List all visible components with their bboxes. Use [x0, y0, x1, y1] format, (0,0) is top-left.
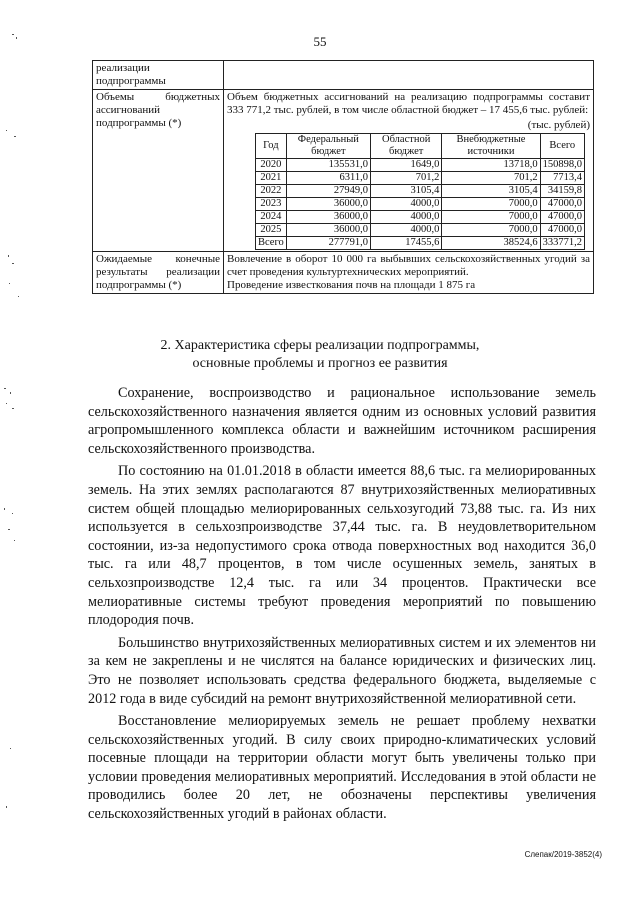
paragraph: Большинство внутрихозяйственных мелиоративных систем и их элементов ни за кем не закреплены и не числятся на балансе юридических и физических лиц. Это не позволяет использовать средства федерального бюджета, выделяемые с 2012 года в виде субсидий на ремонт внутрихозяйственной мелиоративной сети. — [88, 634, 596, 707]
section-title-line: основные проблемы и прогноз ее развития — [192, 356, 448, 371]
passport-row-label: Объемы бюджетных ассигнований подпрограммы (*) — [93, 90, 224, 252]
table-row — [256, 185, 585, 198]
cell-federal: 36000,0 — [286, 198, 370, 211]
unit-note: (тыс. рублей) — [527, 119, 590, 131]
cell-regional: 4000,0 — [370, 224, 441, 237]
table-row-total — [256, 237, 585, 250]
cell-total: 47000,0 — [540, 224, 584, 237]
budget-summary-text: Объем бюджетных ассигнований на реализацию подпрограммы составит 333 771,2 тыс. рублей, в том числе областной бюджет – 17 455,6 тыс. рублей: — [227, 91, 590, 116]
results-text-1: Вовлечение в оборот 10 000 га выбывших сельскохозяйственных угодий за счет проведения культуртехнических мероприятий. — [227, 253, 590, 278]
cell-federal: 6311,0 — [286, 172, 370, 185]
cell-year: 2021 — [256, 172, 287, 185]
cell-federal: 135531,0 — [286, 159, 370, 172]
paragraph: По состоянию на 01.01.2018 в области имеется 88,6 тыс. га мелиорированных земель. На этих землях располагаются 87 внутрихозяйственных мелиоративных систем общей площадью мелиорированных сельхозугодий 73,88 тыс. га. Из них используется в сельхозпроизводстве 37,44 тыс. га. В неудовлетворительном состоянии, из-за недопустимого срока отвода поверхностных вод находится 36,0 тыс. га или 48,7 процентов, в том числе осушенных земель, занятых в сельхозпроизводстве 12,4 тыс. га или 34 процентов. Практически все мелиоративные системы требуют проведения мероприятий по повышению плодородия почв. — [88, 463, 596, 629]
cell-regional: 701,2 — [370, 172, 441, 185]
document-code: Слепак/2019-3852(4) — [524, 850, 602, 859]
passport-row-budget — [93, 90, 594, 252]
cell-regional: 4000,0 — [370, 211, 441, 224]
cell-extrabudgetary: 3105,4 — [442, 185, 540, 198]
cell-year: 2023 — [256, 198, 287, 211]
paragraph: Сохранение, воспроизводство и рациональное использование земель сельскохозяйственного назначения является одним из основных условий развития агропромышленного комплекса области и важнейшим источником расширения сельскохозяйственного производства. — [88, 385, 596, 457]
cell-total: 47000,0 — [540, 198, 584, 211]
cell-federal: 277791,0 — [286, 237, 370, 250]
cell-regional: 4000,0 — [370, 198, 441, 211]
page-number: 55 — [313, 34, 327, 49]
table-row — [256, 172, 585, 185]
section-title — [0, 337, 640, 373]
scan-margin-specks — [0, 0, 30, 905]
budget-table-header — [256, 134, 585, 159]
cell-regional: 1649,0 — [370, 159, 441, 172]
results-text-2: Проведение известкования почв на площади 1 875 га — [227, 279, 476, 291]
cell-regional: 3105,4 — [370, 185, 441, 198]
budget-table — [255, 133, 585, 250]
cell-year: Всего — [256, 237, 287, 250]
cell-extrabudgetary: 7000,0 — [442, 198, 540, 211]
cell-total: 150898,0 — [540, 159, 584, 172]
passport-row-value — [224, 252, 594, 294]
cell-regional: 17455,6 — [370, 237, 441, 250]
passport-row-results — [93, 252, 594, 294]
paragraph: Восстановление мелиорируемых земель не решает проблему нехватки сельскохозяйственных угодий. В силу своих природно-климатических условий посевные площади на территории области могут быть увеличены только при условии проведения мелиоративных мероприятий. Исследования в этой области не проводились более 20 лет, не обозначены перспективы увеличения сельскохозяйственных угодий в районах области. — [88, 713, 596, 823]
table-row — [256, 224, 585, 237]
cell-extrabudgetary: 13718,0 — [442, 159, 540, 172]
cell-extrabudgetary: 701,2 — [442, 172, 540, 185]
header-extrabudgetary: Внебюджетные источники — [442, 134, 540, 159]
table-row — [256, 159, 585, 172]
passport-row-label: Ожидаемые конечные результаты реализации подпрограммы (*) — [93, 252, 224, 294]
header-total: Всего — [540, 134, 584, 159]
cell-year: 2025 — [256, 224, 287, 237]
passport-row-label: реализации подпрограммы — [93, 61, 224, 90]
cell-total: 34159,8 — [540, 185, 584, 198]
passport-row-implementation — [93, 61, 594, 90]
header-federal: Федеральный бюджет — [286, 134, 370, 159]
cell-total: 47000,0 — [540, 211, 584, 224]
subprogram-passport-table — [92, 60, 594, 294]
cell-total: 7713,4 — [540, 172, 584, 185]
body-text — [88, 384, 596, 828]
cell-federal: 27949,0 — [286, 185, 370, 198]
table-row — [256, 198, 585, 211]
cell-extrabudgetary: 38524,6 — [442, 237, 540, 250]
cell-federal: 36000,0 — [286, 211, 370, 224]
header-year: Год — [256, 134, 287, 159]
cell-extrabudgetary: 7000,0 — [442, 224, 540, 237]
table-row — [256, 211, 585, 224]
passport-row-value — [224, 61, 594, 90]
cell-federal: 36000,0 — [286, 224, 370, 237]
cell-year: 2024 — [256, 211, 287, 224]
cell-total: 333771,2 — [540, 237, 584, 250]
cell-year: 2020 — [256, 159, 287, 172]
header-regional: Областной бюджет — [370, 134, 441, 159]
passport-row-value — [224, 90, 594, 252]
cell-extrabudgetary: 7000,0 — [442, 211, 540, 224]
section-title-line: 2. Характеристика сферы реализации подпрограммы, — [160, 338, 480, 353]
cell-year: 2022 — [256, 185, 287, 198]
